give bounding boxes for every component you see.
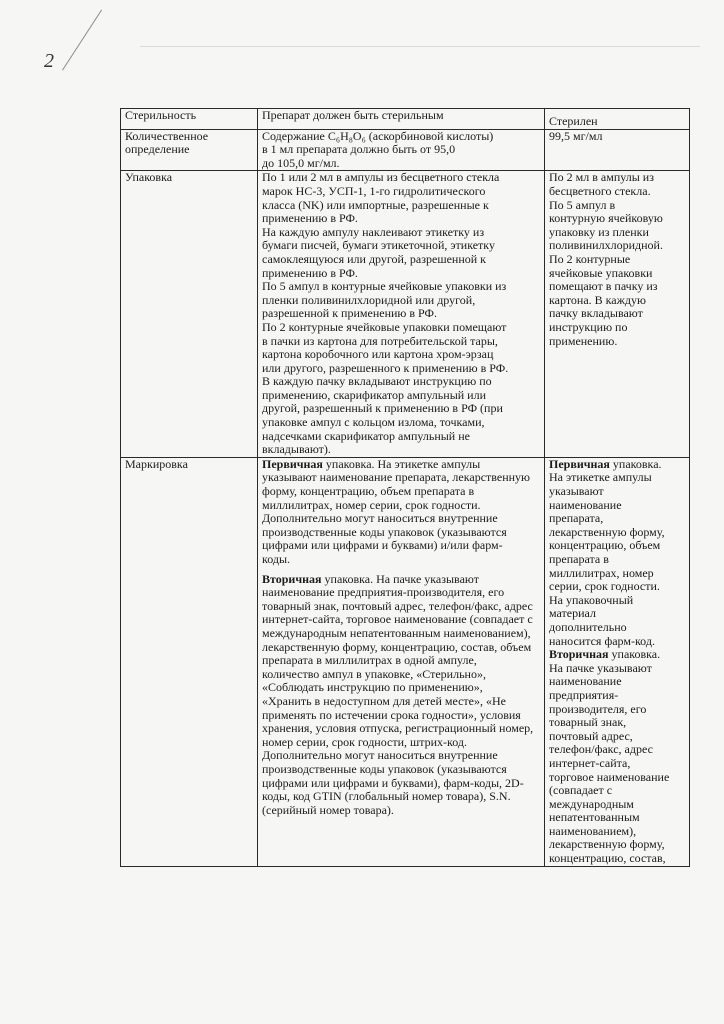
- heading-rest: упаковка.: [609, 457, 662, 471]
- text-line: По 1 или 2 мл в ампулы из бесцветного стекла: [262, 171, 500, 185]
- text-line: инструкцию по: [549, 320, 628, 334]
- text-line: По 2 контурные: [549, 252, 631, 266]
- text-line: Дополнительно могут наноситься внутренние: [262, 749, 498, 763]
- row-sterility: [121, 109, 690, 130]
- text-line: непатентованным: [549, 811, 640, 825]
- text-line: [549, 648, 685, 662]
- assay-result: 99,5 мг/мл: [545, 129, 690, 171]
- text-line: количество ампул в упаковке, «Стерильно»,: [262, 667, 486, 681]
- text-line: По 2 мл в ампулы из: [549, 171, 654, 185]
- text-line: торговое наименование: [549, 770, 670, 784]
- text-line: в пачки из картона для потребительской тары,: [262, 334, 498, 348]
- text-line: «Соблюдать инструкцию по применению»,: [262, 681, 483, 695]
- row-packaging: [121, 171, 690, 457]
- row-marking: [121, 457, 690, 866]
- text-line: По 2 контурные ячейковые упаковки помещают: [262, 320, 507, 334]
- text-line: форму, концентрацию, объем препарата в: [262, 485, 475, 499]
- text-line: ячейковые упаковки: [549, 266, 653, 280]
- text-line: (серийный номер товара).: [262, 803, 394, 817]
- text-line: дополнительно: [549, 620, 627, 634]
- text-line: контурную ячейковую: [549, 212, 663, 226]
- packaging-result: [545, 171, 690, 457]
- text-line: (совпадает с: [549, 784, 613, 798]
- text-line: производственные коды упаковок (указываются: [262, 762, 507, 776]
- text-line: почтовый адрес,: [549, 729, 633, 743]
- text-line: препарата в миллилитрах в одной ампуле,: [262, 654, 477, 668]
- text-line: По 5 ампул в: [549, 198, 616, 212]
- text-line: применять по истечении срока годности», условия: [262, 708, 521, 722]
- text-line: бесцветного стекла.: [549, 184, 651, 198]
- text-line: упаковку из пленки: [549, 225, 649, 239]
- text-line: пачку вкладывают: [549, 307, 643, 321]
- text-line: материал: [549, 607, 596, 621]
- row-assay: [121, 129, 690, 171]
- text-line: телефон/факс, адрес: [549, 743, 653, 757]
- text-line: На упаковочный: [549, 593, 634, 607]
- packaging-requirement: [258, 171, 545, 457]
- text-line: цифрами или цифрами и буквами), фарм-коды, 2D-: [262, 776, 524, 790]
- bold-heading: Первичная: [549, 457, 610, 471]
- text-line: другой, разрешенный к применению в РФ (при: [262, 402, 503, 416]
- text-line: лекарственную форму,: [549, 525, 665, 539]
- text-line: упаковке ампул с кольцом излома, точками,: [262, 416, 485, 430]
- text-line: предприятия-: [549, 688, 619, 702]
- text-line: интернет-сайта, торговое наименование (совпадает с: [262, 613, 533, 627]
- text-line: класса (NK) или импортные, разрешенные к: [262, 198, 489, 212]
- text-line: На каждую ампулу наклеивают этикетку из: [262, 225, 485, 239]
- text-line: миллилитрах, номер серии, срок годности.: [262, 498, 481, 512]
- heading-rest: упаковка. На пачке указывают: [321, 572, 479, 586]
- text-line: наименование: [549, 675, 622, 689]
- assay-requirement: Содержание C₆H₈O₆ (аскорбиновой кислоты) в 1 мл препарата должно быть от 95,0 до 105,0 мг/мл.: [258, 129, 545, 171]
- packaging-label: Упаковка: [121, 171, 258, 457]
- text-line: бумаги писчей, бумаги этикеточной, этикетку: [262, 239, 495, 253]
- text-line: В каждую пачку вкладывают инструкцию по: [262, 375, 492, 389]
- text-line: наименованием),: [549, 824, 637, 838]
- text-line: указывают наименование препарата, лекарственную: [262, 471, 530, 485]
- text-line: производителя, его: [549, 702, 647, 716]
- text-line: разрешенной к применению в РФ.: [262, 307, 437, 321]
- sterility-label: Стерильность: [121, 109, 258, 130]
- marking-requirement: [258, 457, 545, 866]
- text-line: препарата,: [549, 512, 604, 526]
- text-line: хранения, условия отпуска, регистрационный номер,: [262, 722, 534, 736]
- text-line: интернет-сайта,: [549, 756, 631, 770]
- text-line: По 5 ампул в контурные ячейковые упаковки из: [262, 280, 507, 294]
- text-line: указывают: [549, 485, 604, 499]
- sterility-result: Стерилен: [545, 109, 690, 130]
- text-line: миллилитрах, номер: [549, 566, 654, 580]
- text-line: производственные коды упаковок (указываются: [262, 525, 507, 539]
- text-line: «Хранить в недоступном для детей месте», «Не: [262, 694, 506, 708]
- text-line: номер серии, срок годности, штрих-код.: [262, 735, 468, 749]
- text-line: помещают в пачку из: [549, 280, 658, 294]
- text-line: лекарственную форму, концентрацию, состав, объем: [262, 640, 532, 654]
- text-line: препарата в: [549, 553, 609, 566]
- text-line: Дополнительно могут наноситься внутренние: [262, 512, 498, 526]
- text-line: лекарственную форму,: [549, 838, 665, 852]
- text-line: На пачке указывают: [549, 661, 652, 675]
- text-line: коды, код GTIN (глобальный номер товара), S.N.: [262, 790, 511, 804]
- text-line: картона коробочного или картона хром-эрзац: [262, 348, 494, 362]
- text-line: надсечками скарификатор ампульный не: [262, 429, 470, 443]
- marking-label: Маркировка: [121, 457, 258, 866]
- text-line: применению в РФ.: [262, 266, 358, 280]
- text-line: [262, 458, 540, 472]
- bold-heading: Вторичная: [549, 648, 609, 662]
- scan-edge-line: [140, 46, 700, 47]
- bold-heading: Вторичная: [262, 572, 322, 586]
- text-line: [262, 573, 540, 587]
- scan-artifact-line: [62, 10, 102, 71]
- text-line: [549, 458, 685, 472]
- text-line: применению в РФ.: [262, 212, 358, 226]
- heading-rest: упаковка.: [608, 648, 661, 662]
- text-line: применению.: [549, 334, 618, 348]
- text-line: цифрами или цифрами и буквами) и/или фарм-: [262, 539, 503, 553]
- sterility-requirement: Препарат должен быть стерильным: [258, 109, 545, 130]
- text-line: товарный знак,: [549, 716, 627, 730]
- text-line: пленки поливинилхлоридной или другой,: [262, 293, 476, 307]
- text-line: картона. В каждую: [549, 293, 646, 307]
- text-line: применению, скарификатор ампульный или: [262, 388, 487, 402]
- text-line: поливинилхлоридной.: [549, 239, 663, 253]
- text-line: серии, срок годности.: [549, 580, 660, 594]
- heading-rest: упаковка. На этикетке ампулы: [322, 457, 481, 471]
- text-line: товарный знак, почтовый адрес, телефон/факс, адрес: [262, 599, 533, 613]
- text-line: международным непатентованным наименованием),: [262, 626, 531, 640]
- text-line: коды.: [262, 553, 291, 566]
- text-line: вкладывают).: [262, 443, 331, 457]
- bold-heading: Первичная: [262, 457, 323, 471]
- marking-result: [545, 457, 690, 866]
- text-line: международным: [549, 797, 634, 811]
- assay-label: Количественное определение: [121, 129, 258, 171]
- text-line: На этикетке ампулы: [549, 471, 652, 485]
- handwritten-page-number: 2: [44, 50, 54, 72]
- text-line: наносится фарм-код.: [549, 634, 655, 648]
- text-line: концентрацию, объем: [549, 539, 661, 553]
- text-line: или другого, разрешенного к применению в РФ.: [262, 361, 509, 375]
- text-line: самоклеящуюся или другой, разрешенной к: [262, 252, 486, 266]
- specification-table: [120, 108, 690, 867]
- text-line: марок НС-3, УСП-1, 1-го гидролитического: [262, 184, 486, 198]
- text-line: наименование: [549, 498, 622, 512]
- text-line: концентрацию, состав,: [549, 852, 666, 866]
- text-line: наименование предприятия-производителя, его: [262, 586, 505, 600]
